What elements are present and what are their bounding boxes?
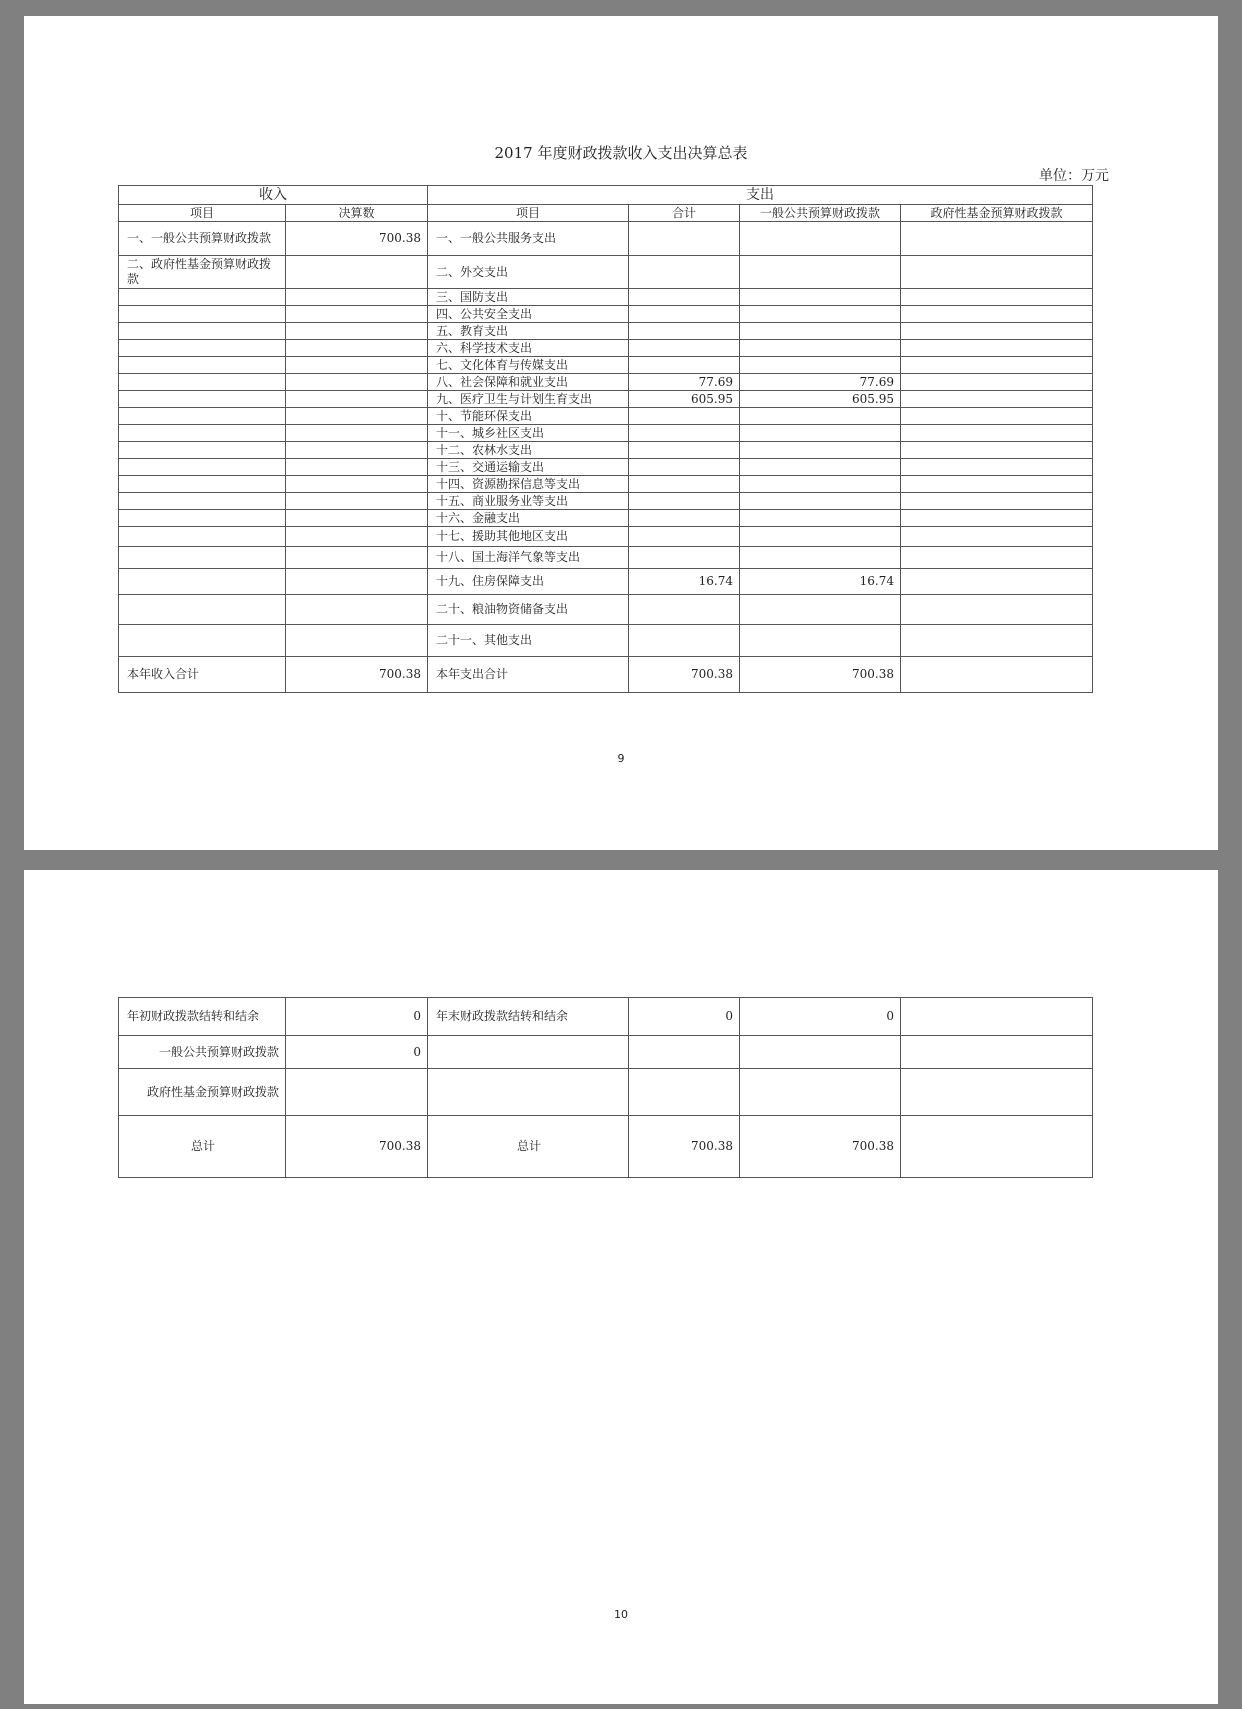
cell-income-amount: 0 <box>286 998 428 1036</box>
cell-expense-item: 总计 <box>428 1116 629 1178</box>
cell-fund <box>901 510 1093 527</box>
table-row <box>119 547 1093 569</box>
table-row <box>119 340 1093 357</box>
cell-general: 700.38 <box>740 1116 901 1178</box>
cell-expense-item: 十一、城乡社区支出 <box>428 425 629 442</box>
cell-income-item: 总计 <box>119 1116 286 1178</box>
cell-total <box>629 222 740 256</box>
table-row <box>119 289 1093 306</box>
cell-income-item: 二、政府性基金预算财政拨款 <box>119 256 286 289</box>
cell-income-amount: 700.38 <box>286 657 428 693</box>
cell-general <box>740 222 901 256</box>
cell-income-item: 政府性基金预算财政拨款 <box>119 1069 286 1116</box>
cell-income-amount <box>286 595 428 625</box>
cell-total <box>629 256 740 289</box>
cell-income-item <box>119 527 286 547</box>
cell-income-item <box>119 357 286 374</box>
cell-income-amount <box>286 476 428 493</box>
cell-general <box>740 425 901 442</box>
cell-income-amount <box>286 340 428 357</box>
cell-income-item: 一、一般公共预算财政拨款 <box>119 222 286 256</box>
cell-expense-item: 本年支出合计 <box>428 657 629 693</box>
cell-income-item <box>119 425 286 442</box>
col-income-item: 项目 <box>119 205 286 222</box>
cell-total <box>629 459 740 476</box>
cell-income-amount: 700.38 <box>286 222 428 256</box>
cell-fund <box>901 1036 1093 1069</box>
cell-expense-item: 十八、国土海洋气象等支出 <box>428 547 629 569</box>
cell-general: 77.69 <box>740 374 901 391</box>
cell-income-item <box>119 625 286 657</box>
cell-total: 605.95 <box>629 391 740 408</box>
cell-fund <box>901 493 1093 510</box>
cell-expense-item: 三、国防支出 <box>428 289 629 306</box>
page-number: 9 <box>617 752 625 765</box>
col-total: 合计 <box>629 205 740 222</box>
cell-expense-item: 十九、住房保障支出 <box>428 569 629 595</box>
table-row <box>119 1069 1093 1116</box>
cell-total <box>629 1069 740 1116</box>
table-row <box>119 1036 1093 1069</box>
cell-income-amount <box>286 357 428 374</box>
budget-summary-table-continued <box>118 997 1093 1178</box>
cell-fund <box>901 222 1093 256</box>
unit-label: 单位：万元 <box>1039 168 1109 184</box>
cell-total <box>629 425 740 442</box>
table-row <box>119 459 1093 476</box>
document-page-9 <box>24 16 1218 850</box>
cell-fund <box>901 442 1093 459</box>
table-row <box>119 425 1093 442</box>
cell-general <box>740 408 901 425</box>
cell-total <box>629 289 740 306</box>
table-row <box>119 391 1093 408</box>
cell-fund <box>901 425 1093 442</box>
cell-total <box>629 1036 740 1069</box>
cell-total <box>629 527 740 547</box>
table-row <box>119 1116 1093 1178</box>
cell-expense-item <box>428 1036 629 1069</box>
cell-fund <box>901 625 1093 657</box>
cell-expense-item: 一、一般公共服务支出 <box>428 222 629 256</box>
cell-total: 77.69 <box>629 374 740 391</box>
cell-income-item: 年初财政拨款结转和结余 <box>119 998 286 1036</box>
cell-general <box>740 547 901 569</box>
cell-income-item <box>119 595 286 625</box>
cell-income-amount <box>286 408 428 425</box>
cell-income-amount <box>286 289 428 306</box>
cell-general: 700.38 <box>740 657 901 693</box>
cell-income-item <box>119 510 286 527</box>
cell-income-item <box>119 323 286 340</box>
cell-fund <box>901 391 1093 408</box>
cell-income-amount: 0 <box>286 1036 428 1069</box>
cell-general <box>740 1036 901 1069</box>
cell-general: 605.95 <box>740 391 901 408</box>
cell-general <box>740 595 901 625</box>
cell-income-item <box>119 340 286 357</box>
cell-total <box>629 476 740 493</box>
cell-general <box>740 1069 901 1116</box>
cell-total <box>629 408 740 425</box>
cell-expense-item: 七、文化体育与传媒支出 <box>428 357 629 374</box>
cell-income-amount <box>286 527 428 547</box>
table-row <box>119 222 1093 256</box>
table-row <box>119 657 1093 693</box>
cell-fund <box>901 323 1093 340</box>
cell-general <box>740 357 901 374</box>
cell-expense-item: 二、外交支出 <box>428 256 629 289</box>
cell-fund <box>901 289 1093 306</box>
table-row <box>119 442 1093 459</box>
cell-general: 16.74 <box>740 569 901 595</box>
cell-income-item <box>119 289 286 306</box>
cell-fund <box>901 256 1093 289</box>
cell-expense-item: 五、教育支出 <box>428 323 629 340</box>
cell-total <box>629 442 740 459</box>
cell-total: 700.38 <box>629 1116 740 1178</box>
cell-expense-item: 四、公共安全支出 <box>428 306 629 323</box>
cell-fund <box>901 657 1093 693</box>
table-body <box>119 186 1093 693</box>
budget-summary-table <box>118 185 1093 693</box>
cell-expense-item <box>428 1069 629 1116</box>
cell-expense-item: 年末财政拨款结转和结余 <box>428 998 629 1036</box>
cell-fund <box>901 374 1093 391</box>
cell-income-amount <box>286 569 428 595</box>
cell-fund <box>901 527 1093 547</box>
cell-expense-item: 十五、商业服务业等支出 <box>428 493 629 510</box>
cell-income-amount <box>286 391 428 408</box>
cell-income-amount <box>286 493 428 510</box>
cell-total <box>629 357 740 374</box>
cell-income-item <box>119 569 286 595</box>
cell-income-amount <box>286 547 428 569</box>
cell-general <box>740 527 901 547</box>
cell-fund <box>901 998 1093 1036</box>
cell-income-amount <box>286 510 428 527</box>
page-title: 2017 年度财政拨款收入支出决算总表 <box>494 144 748 162</box>
table-row <box>119 569 1093 595</box>
cell-general: 0 <box>740 998 901 1036</box>
expense-section-header: 支出 <box>428 186 1093 205</box>
cell-general <box>740 493 901 510</box>
cell-total <box>629 323 740 340</box>
cell-income-item <box>119 459 286 476</box>
cell-income-item <box>119 493 286 510</box>
cell-total <box>629 493 740 510</box>
cell-income-amount <box>286 1069 428 1116</box>
cell-income-amount <box>286 442 428 459</box>
cell-general <box>740 459 901 476</box>
cell-expense-item: 十三、交通运输支出 <box>428 459 629 476</box>
cell-general <box>740 340 901 357</box>
col-expense-item: 项目 <box>428 205 629 222</box>
cell-income-amount <box>286 306 428 323</box>
cell-total: 16.74 <box>629 569 740 595</box>
cell-income-item: 一般公共预算财政拨款 <box>119 1036 286 1069</box>
col-income-amount: 决算数 <box>286 205 428 222</box>
cell-total: 700.38 <box>629 657 740 693</box>
cell-total <box>629 306 740 323</box>
cell-income-amount <box>286 425 428 442</box>
cell-expense-item: 十六、金融支出 <box>428 510 629 527</box>
cell-general <box>740 625 901 657</box>
cell-income-amount <box>286 459 428 476</box>
cell-income-item: 本年收入合计 <box>119 657 286 693</box>
cell-fund <box>901 595 1093 625</box>
cell-general <box>740 476 901 493</box>
table-row <box>119 998 1093 1036</box>
cell-general <box>740 306 901 323</box>
cell-income-item <box>119 306 286 323</box>
table-row <box>119 256 1093 289</box>
cell-fund <box>901 547 1093 569</box>
cell-fund <box>901 569 1093 595</box>
col-fund-budget: 政府性基金预算财政拨款 <box>901 205 1093 222</box>
cell-expense-item: 十七、援助其他地区支出 <box>428 527 629 547</box>
table-row <box>119 323 1093 340</box>
section-header-row <box>119 186 1093 205</box>
cell-general <box>740 510 901 527</box>
table-row <box>119 510 1093 527</box>
page-number: 10 <box>614 1608 628 1621</box>
cell-fund <box>901 340 1093 357</box>
cell-expense-item: 十、节能环保支出 <box>428 408 629 425</box>
column-header-row <box>119 205 1093 222</box>
cell-income-item <box>119 476 286 493</box>
cell-income-amount <box>286 323 428 340</box>
cell-general <box>740 289 901 306</box>
cell-income-amount: 700.38 <box>286 1116 428 1178</box>
cell-general <box>740 323 901 340</box>
cell-general <box>740 256 901 289</box>
table-row <box>119 408 1093 425</box>
cell-income-item <box>119 547 286 569</box>
income-section-header: 收入 <box>119 186 428 205</box>
table-row <box>119 374 1093 391</box>
cell-income-item <box>119 442 286 459</box>
cell-income-item <box>119 374 286 391</box>
table-row <box>119 493 1093 510</box>
cell-income-amount <box>286 374 428 391</box>
cell-fund <box>901 306 1093 323</box>
cell-total <box>629 625 740 657</box>
table-row <box>119 306 1093 323</box>
cell-total <box>629 595 740 625</box>
cell-general <box>740 442 901 459</box>
cell-income-amount <box>286 625 428 657</box>
cell-total: 0 <box>629 998 740 1036</box>
cell-total <box>629 340 740 357</box>
document-page-10 <box>24 870 1218 1704</box>
cell-fund <box>901 408 1093 425</box>
cell-expense-item: 六、科学技术支出 <box>428 340 629 357</box>
cell-fund <box>901 459 1093 476</box>
cell-income-amount <box>286 256 428 289</box>
cell-income-item <box>119 408 286 425</box>
cell-expense-item: 十二、农林水支出 <box>428 442 629 459</box>
cell-fund <box>901 357 1093 374</box>
table-row <box>119 357 1093 374</box>
table-row <box>119 595 1093 625</box>
cell-total <box>629 510 740 527</box>
cell-income-item <box>119 391 286 408</box>
cell-expense-item: 十四、资源勘探信息等支出 <box>428 476 629 493</box>
cell-expense-item: 二十、粮油物资储备支出 <box>428 595 629 625</box>
table-body <box>119 998 1093 1178</box>
table-row <box>119 625 1093 657</box>
cell-total <box>629 547 740 569</box>
cell-fund <box>901 1069 1093 1116</box>
cell-expense-item: 九、医疗卫生与计划生育支出 <box>428 391 629 408</box>
cell-expense-item: 二十一、其他支出 <box>428 625 629 657</box>
col-general-budget: 一般公共预算财政拨款 <box>740 205 901 222</box>
table-row <box>119 527 1093 547</box>
table-row <box>119 476 1093 493</box>
cell-fund <box>901 1116 1093 1178</box>
cell-expense-item: 八、社会保障和就业支出 <box>428 374 629 391</box>
cell-fund <box>901 476 1093 493</box>
